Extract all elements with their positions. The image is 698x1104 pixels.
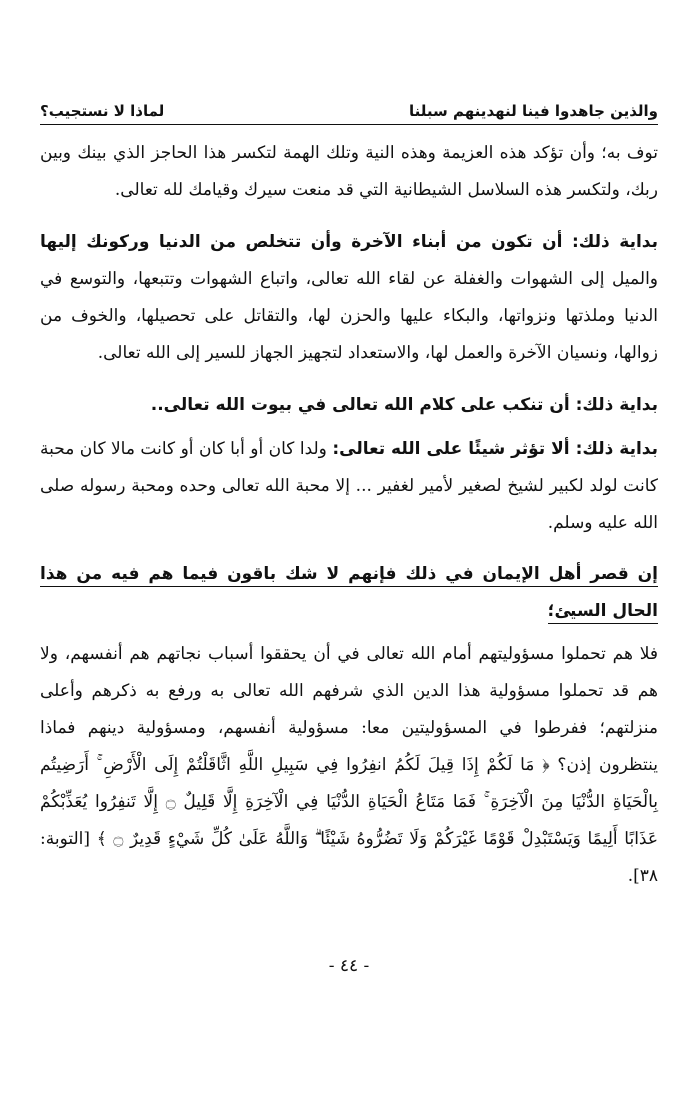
running-header — [40, 90, 658, 120]
paragraph-5 — [40, 636, 658, 895]
paragraph-4-text: ولدا كان أو أبا كان أو كانت مالا كان محبة كانت لولد لكبير لشيخ لصغير لأمير لغفير ... إلا محبة الله تعالى وحده ومحبة رسوله صلى الله عليه وسلم. — [40, 439, 658, 533]
page-number: - ٤٤ - — [328, 956, 370, 976]
spacer — [40, 379, 658, 387]
section-heading — [40, 556, 658, 630]
paragraph-3 — [40, 387, 658, 424]
spacer — [40, 216, 658, 224]
quran-verse: ﴿ مَا لَكُمْ إِذَا قِيلَ لَكُمُ انفِرُوا فِي سَبِيلِ اللَّهِ اثَّاقَلْتُمْ إِلَى الْأَرْضِ ۚ أَرَضِيتُم بِالْحَيَاةِ الدُّنْيَا مِنَ الْآخِرَةِ ۚ فَمَا مَتَاعُ الْحَيَاةِ الدُّنْيَا فِي الْآخِرَةِ إِلَّا قَلِيلٌ ۝ إِلَّا تَنفِرُوا يُعَذِّبْكُمْ عَذَابًا أَلِيمًا وَيَسْتَبْدِلْ قَوْمًا غَيْرَكُمْ وَلَا تَضُرُّوهُ شَيْئًا ۗ وَاللَّهُ عَلَىٰ كُلِّ شَيْءٍ قَدِيرٌ ۝ ﴾ — [40, 755, 658, 849]
paragraph-3-lead: بداية ذلك: أن تنكب على كلام الله تعالى في بيوت الله تعالى.. — [150, 395, 658, 415]
header-chapter-title: لماذا لا نستجيب؟ — [40, 102, 165, 120]
main-text — [40, 135, 658, 902]
header-book-title: والذين جاهدوا فينا لنهدينهم سبلنا — [409, 102, 658, 120]
paragraph-2-text: والميل إلى الشهوات والغفلة عن لقاء الله تعالى، واتباع الشهوات وتتبعها، والتوسع في الدنيا وملذتها ونزواتها، والبكاء عليها والحزن لها، والتقاتل على تحصيلها، والخوف من زوالها، ونسيان الآخرة والعمل لها، والاستعداد لتجهيز الجهاز للسير إلى الله تعالى. — [40, 269, 658, 363]
section-heading-text: إن قصر أهل الإيمان في ذلك فإنهم لا شك باقون فيما هم فيه من هذا الحال السيئ؛ — [40, 564, 658, 624]
header-rule — [40, 124, 658, 125]
paragraph-1-text: توف به؛ وأن تؤكد هذه العزيمة وهذه النية وتلك الهمة لتكسر هذا الحاجز الذي بينك وبين ربك، ولتكسر هذه السلاسل الشيطانية التي قد منعت سيرك وقيامك لله تعالى. — [40, 143, 658, 200]
paragraph-1 — [40, 135, 658, 209]
verse-citation: [التوبة: ٣٨]. — [40, 829, 658, 886]
paragraph-2 — [40, 224, 658, 372]
paragraph-4 — [40, 431, 658, 542]
paragraph-4-lead: بداية ذلك: ألا تؤثر شيئًا على الله تعالى: — [332, 439, 658, 459]
paragraph-5-text: فلا هم تحملوا مسؤوليتهم أمام الله تعالى في أن يحققوا أسباب نجاتهم هم أنفسهم، ولا هم قد تحملوا مسؤولية هذا الدين الذي شرفهم الله تعالى به ورفع به ذكرهم وأعلى منزلتهم؛ ففرطوا في المسؤوليتين معا: مسؤولية أنفسهم، ومسؤولية دينهم فماذا ينتظرون إذن؟ — [40, 644, 658, 775]
paragraph-2-lead: بداية ذلك: أن تكون من أبناء الآخرة وأن تتخلص من الدنيا وركونك إليها — [40, 232, 658, 252]
